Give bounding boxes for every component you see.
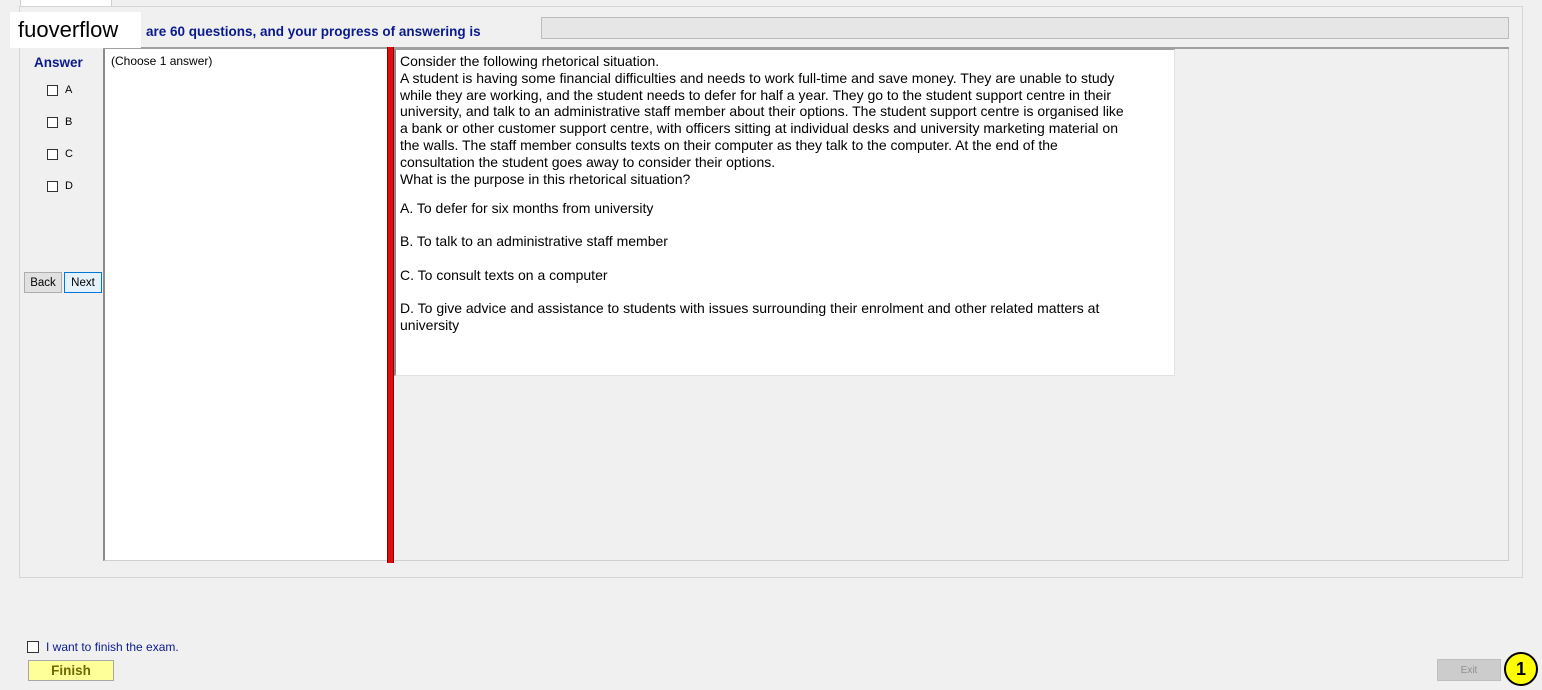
back-button[interactable]: Back <box>24 272 62 293</box>
panel-splitter[interactable] <box>387 47 394 563</box>
choice-d: D. To give advice and assistance to students with issues surrounding their enrolment and other related matters at university <box>400 300 1100 333</box>
checkbox-a[interactable] <box>47 85 58 96</box>
question-text <box>400 53 1130 187</box>
answer-heading: Answer <box>34 55 83 70</box>
option-label-a: A <box>65 84 73 96</box>
choice-b: B. To talk to an administrative staff member <box>400 233 668 250</box>
exit-button[interactable]: Exit <box>1437 659 1501 681</box>
finish-checkbox[interactable] <box>27 641 39 653</box>
answer-option-c[interactable] <box>47 146 73 162</box>
choice-c: C. To consult texts on a computer <box>400 266 608 283</box>
answer-option-d[interactable] <box>47 178 73 194</box>
checkbox-c[interactable] <box>47 149 58 160</box>
question-scenario: A student is having some financial difficulties and needs to work full-time and save money. They are unable to study while they are working, and the student needs to defer for half a year. They go to the student support centre in their university, and talk to an administrative staff member about their options. The student support centre is organised like a bank or other customer support centre, with officers sitting at individual desks and university marketing material on the walls. The staff member consults texts on their computer as they talk to the computer. At the end of the consultation the student goes away to consider their options. <box>400 69 1124 170</box>
answer-option-a[interactable] <box>47 82 72 98</box>
choose-hint: (Choose 1 answer) <box>111 54 213 68</box>
choice-a: A. To defer for six months from university <box>400 200 654 216</box>
checkbox-b[interactable] <box>47 117 58 128</box>
watermark-label: fuoverflow <box>10 12 141 48</box>
question-intro: Consider the following rhetorical situation. <box>400 53 660 69</box>
option-label-c: C <box>65 148 73 160</box>
question-choices <box>400 200 1130 350</box>
page-number-badge: 1 <box>1504 652 1538 686</box>
progress-text: are 60 questions, and your progress of answering is <box>146 24 481 39</box>
finish-button[interactable]: Finish <box>28 660 114 681</box>
finish-exam-toggle[interactable] <box>27 640 179 654</box>
next-button[interactable]: Next <box>64 272 102 293</box>
checkbox-d[interactable] <box>47 181 58 192</box>
option-label-b: B <box>65 116 73 128</box>
option-label-d: D <box>65 180 73 192</box>
question-box <box>394 49 1175 376</box>
question-prompt: What is the purpose in this rhetorical situation? <box>400 170 691 187</box>
finish-check-label: I want to finish the exam. <box>46 640 179 654</box>
progress-bar <box>541 17 1509 39</box>
answer-option-b[interactable] <box>47 114 72 130</box>
answer-list-panel <box>103 49 387 561</box>
